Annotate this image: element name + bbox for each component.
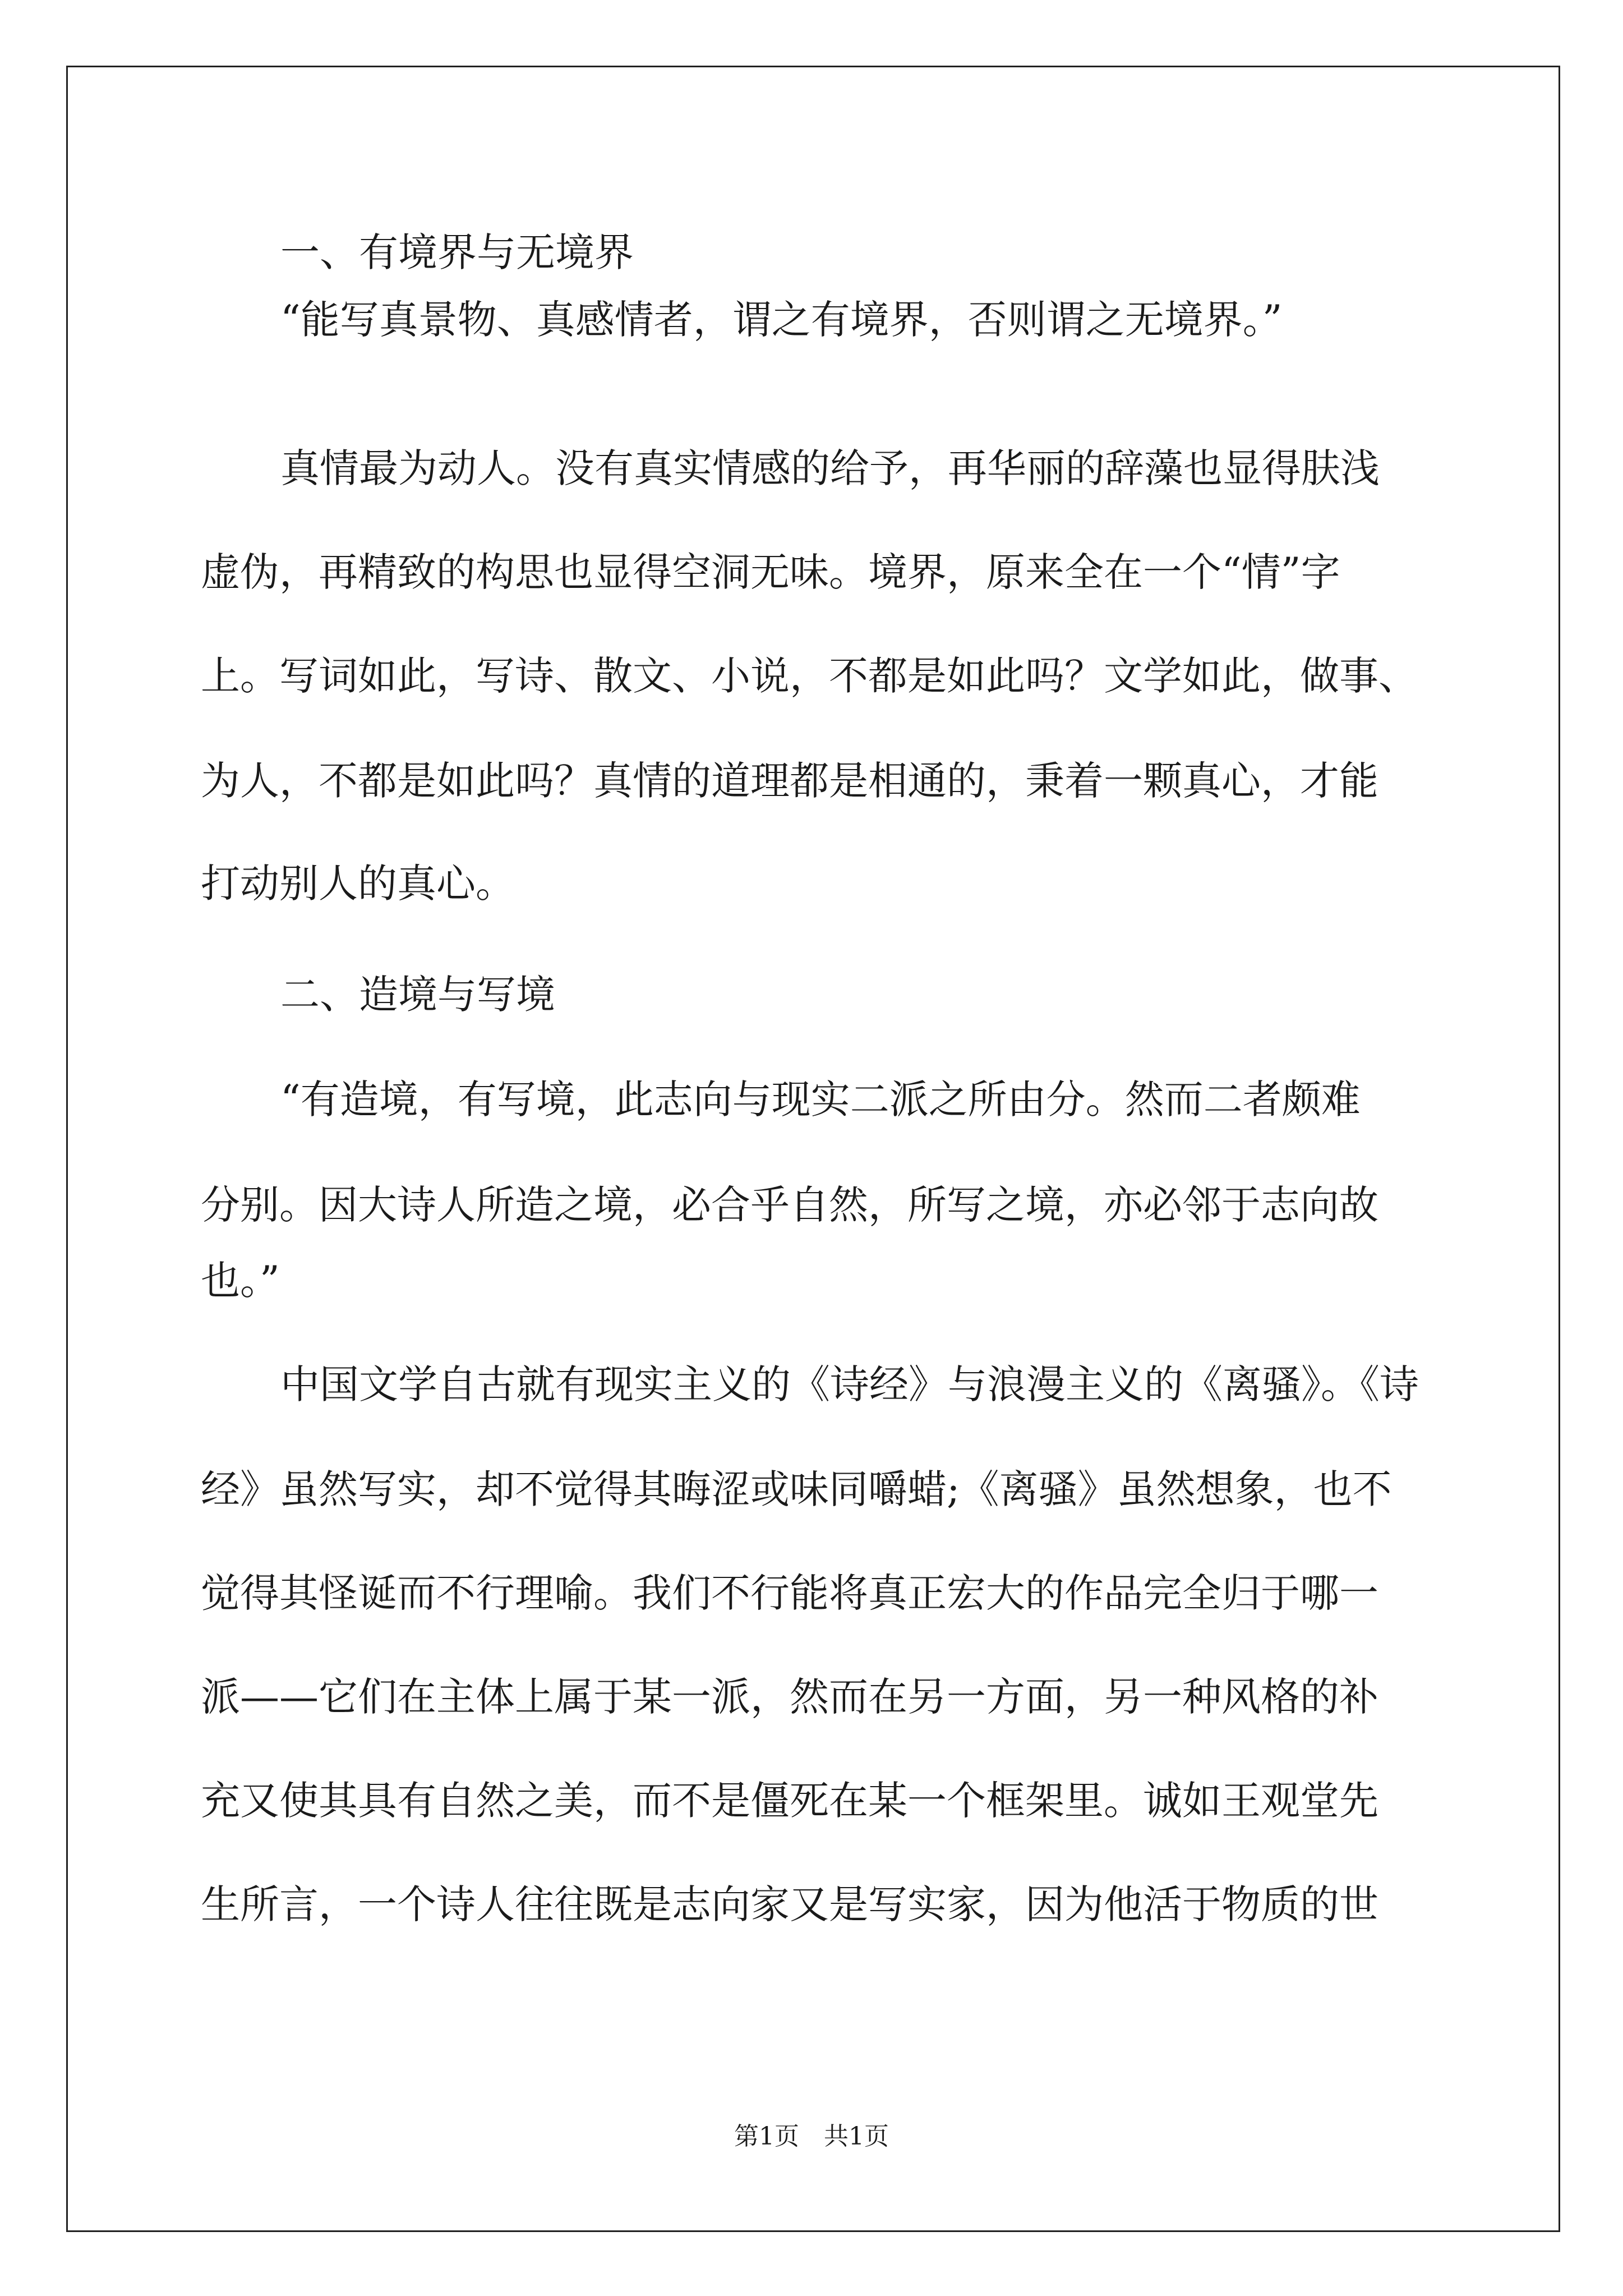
paragraph-line: 中国文学自古就有现实主义的《诗经》与浪漫主义的《离骚》。《诗 (280, 1361, 1419, 1407)
paragraph-line: 上。写词如此，写诗、散文、小说，不都是如此吗？文学如此，做事、 (201, 653, 1418, 699)
paragraph-line: 派——它们在主体上属于某一派，然而在另一方面，另一种风格的补 (201, 1674, 1378, 1720)
quote-line: 分别。因大诗人所造之境，必合乎自然，所写之境，亦必邻于志向故 (201, 1182, 1378, 1228)
paragraph-line: 充又使其具有自然之美，而不是僵死在某一个框架里。诚如王观堂先 (201, 1778, 1378, 1824)
quote-line: 也。” (201, 1258, 280, 1304)
paragraph-line: 打动别人的真心。 (201, 861, 515, 907)
quote-line: “能写真景物、真感情者，谓之有境界，否则谓之无境界。” (280, 297, 1283, 343)
paragraph-line: 生所言，一个诗人往往既是志向家又是写实家，因为他活于物质的世 (201, 1881, 1378, 1927)
quote-line: “有造境，有写境，此志向与现实二派之所由分。然而二者颇难 (280, 1076, 1361, 1122)
page-footer: 第1页 共1页 (734, 2122, 889, 2151)
paragraph-line: 虚伪，再精致的构思也显得空洞无味。境界，原来全在一个“情”字 (201, 549, 1340, 595)
paragraph-line: 觉得其怪诞而不行理喻。我们不行能将真正宏大的作品完全归于哪一 (201, 1570, 1378, 1616)
paragraph-line: 经》虽然写实，却不觉得其晦涩或味同嚼蜡;《离骚》虽然想象，也不 (201, 1466, 1392, 1512)
heading-2: 二、造境与写境 (280, 972, 555, 1018)
heading-1: 一、有境界与无境界 (280, 229, 634, 275)
paragraph-line: 为人，不都是如此吗？真情的道理都是相通的，秉着一颗真心，才能 (201, 758, 1378, 804)
paragraph-line: 真情最为动人。没有真实情感的给予，再华丽的辞藻也显得肤浅 (280, 445, 1380, 491)
